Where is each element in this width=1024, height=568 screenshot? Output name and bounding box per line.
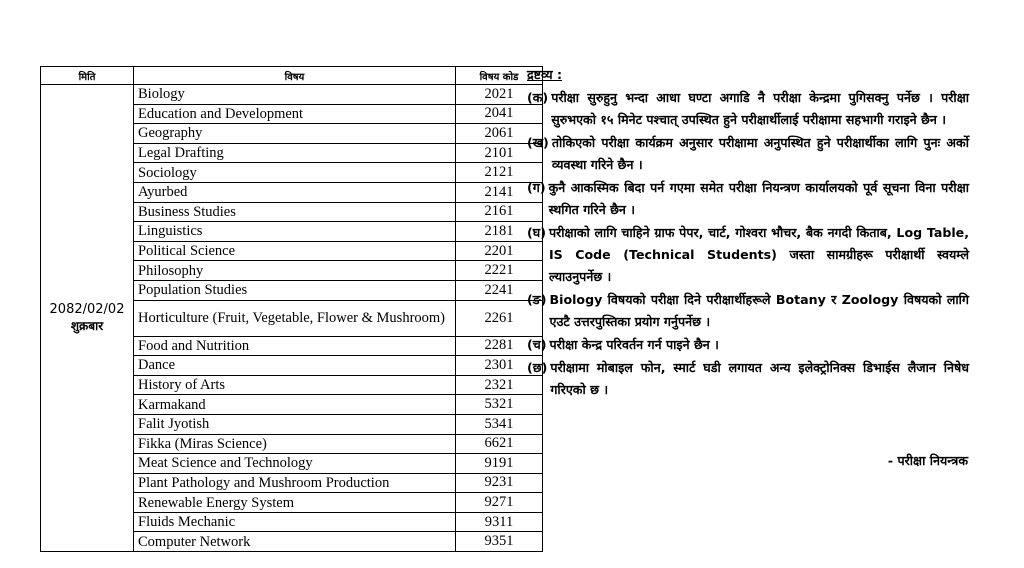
subject-cell: Business Studies (134, 202, 456, 222)
notes-list (527, 87, 969, 401)
note-marker: (च) (527, 337, 547, 352)
code-cell: 9191 (456, 454, 543, 474)
code-cell: 2261 (456, 300, 543, 336)
code-cell: 2061 (456, 124, 543, 144)
subject-cell: Food and Nutrition (134, 336, 456, 356)
note-item (527, 357, 969, 401)
note-marker: (क) (527, 90, 549, 105)
code-cell: 2301 (456, 356, 543, 376)
subject-cell: Karmakand (134, 395, 456, 415)
note-item (527, 222, 969, 288)
subject-cell: Education and Development (134, 104, 456, 124)
note-marker: (ख) (527, 135, 549, 150)
note-marker: (ङ) (527, 292, 547, 307)
subject-cell: Sociology (134, 163, 456, 183)
notes-heading: द्रष्टव्य : (527, 67, 563, 82)
date-cell (41, 85, 134, 552)
subject-cell: Geography (134, 124, 456, 144)
code-cell: 2161 (456, 202, 543, 222)
code-cell: 2121 (456, 163, 543, 183)
subject-cell: Fikka (Miras Science) (134, 434, 456, 454)
code-cell: 9271 (456, 493, 543, 513)
header-code: विषय कोड (456, 67, 543, 85)
code-cell: 2321 (456, 375, 543, 395)
code-cell: 2101 (456, 143, 543, 163)
subject-cell: Political Science (134, 241, 456, 261)
signature: - परीक्षा नियन्त्रक (887, 453, 968, 468)
note-item (527, 334, 969, 356)
code-cell: 2021 (456, 85, 543, 105)
code-cell: 2041 (456, 104, 543, 124)
code-cell: 2281 (456, 336, 543, 356)
note-item (527, 177, 969, 221)
note-text: कुनै आकस्मिक बिदा पर्न गएमा समेत परीक्षा नियन्त्रण कार्यालयको पूर्व सूचना विना परीक्षा स्थगित गरिने छैन । (548, 180, 969, 217)
header-subject: विषय (134, 67, 456, 85)
code-cell: 2241 (456, 280, 543, 300)
exam-day: शुक्रबार (70, 319, 104, 334)
table-body (41, 85, 543, 552)
note-text: परीक्षामा मोबाइल फोन, स्मार्ट घडी लगायत अन्य इलेक्ट्रोनिक्स डिभाईस लैजान निषेध गरिएको छ । (550, 360, 969, 397)
code-cell: 2141 (456, 182, 543, 202)
table-header-row (41, 67, 543, 85)
header-date: मिति (41, 67, 134, 85)
note-marker: (घ) (527, 225, 546, 240)
note-item (527, 87, 969, 131)
subject-cell: Ayurbed (134, 182, 456, 202)
subject-cell: Philosophy (134, 261, 456, 281)
subject-cell: Dance (134, 356, 456, 376)
note-text: तोकिएको परीक्षा कार्यक्रम अनुसार परीक्षामा अनुपस्थित हुने परीक्षार्थीका लागि पुनः अर्को व्यवस्था गरिने छैन । (551, 135, 969, 172)
note-text: परीक्षा केन्द्र परिवर्तन गर्न पाइने छैन । (549, 337, 719, 352)
exam-date: 2082/02/02 (49, 302, 125, 318)
subject-cell: History of Arts (134, 375, 456, 395)
code-cell: 2181 (456, 222, 543, 242)
subject-cell: Fluids Mechanic (134, 512, 456, 532)
code-cell: 9231 (456, 473, 543, 493)
code-cell: 6621 (456, 434, 543, 454)
subject-cell: Horticulture (Fruit, Vegetable, Flower & Mushroom) (134, 300, 456, 336)
subject-cell: Plant Pathology and Mushroom Production (134, 473, 456, 493)
subject-cell: Linguistics (134, 222, 456, 242)
note-item (527, 289, 969, 333)
subject-cell: Renewable Energy System (134, 493, 456, 513)
subject-cell: Computer Network (134, 532, 456, 552)
note-text: Biology विषयको परीक्षा दिने परीक्षार्थीहरूले Botany र Zoology विषयको लागि एउटै उत्तरपुस्तिका प्रयोग गर्नुपर्नेछ । (549, 292, 969, 329)
exam-schedule-table (40, 66, 543, 552)
notes-section (527, 64, 969, 402)
note-item (527, 132, 969, 176)
code-cell: 2201 (456, 241, 543, 261)
subject-cell: Population Studies (134, 280, 456, 300)
code-cell: 5341 (456, 414, 543, 434)
code-cell: 5321 (456, 395, 543, 415)
code-cell: 2221 (456, 261, 543, 281)
note-marker: (ग) (527, 180, 546, 195)
code-cell: 9351 (456, 532, 543, 552)
table-row (41, 85, 543, 105)
subject-cell: Legal Drafting (134, 143, 456, 163)
subject-cell: Meat Science and Technology (134, 454, 456, 474)
code-cell: 9311 (456, 512, 543, 532)
note-marker: (छ) (527, 360, 548, 375)
subject-cell: Biology (134, 85, 456, 105)
note-text: परीक्षाको लागि चाहिने ग्राफ पेपर, चार्ट, गोश्वरा भौचर, बैक नगदी किताब, Log Table, IS Code (Technical Students) जस्ता सामग्रीहरू परीक्षार्थी स्वयम्ले ल्याउनुपर्नेछ । (548, 225, 969, 284)
subject-cell: Falit Jyotish (134, 414, 456, 434)
note-text: परीक्षा सुरुहुनु भन्दा आधा घण्टा अगाडि नै परीक्षा केन्द्रमा पुगिसक्नु पर्नेछ । परीक्षा सुरुभएको १५ मिनेट पश्चात् उपस्थित हुने परीक्षार्थीलाई परीक्षामा सहभागी गराइने छैन । (551, 90, 969, 127)
